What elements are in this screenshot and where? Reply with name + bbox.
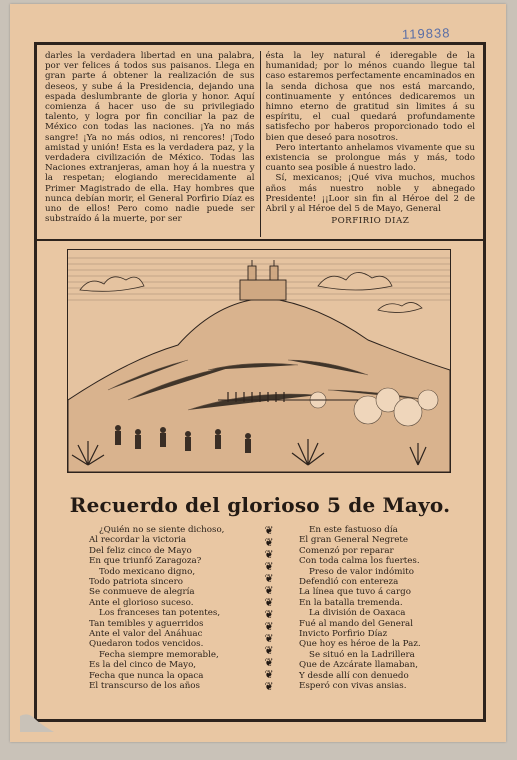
- verse-line: Tan temibles y aguerridos: [89, 618, 204, 629]
- verse-line: En que triunfó Zaragoza?: [89, 556, 202, 567]
- battle-scene-illustration: [68, 250, 450, 472]
- verse-line: Ante el valor del Anáhuac: [89, 629, 203, 640]
- top-text-columns: [45, 51, 475, 237]
- verse-line: Con toda calma los fuertes.: [299, 556, 420, 567]
- verse-line: Quedaron todos vencidos.: [89, 639, 204, 650]
- ornamental-divider: ❦ ❦ ❦ ❦ ❦ ❦ ❦ ❦ ❦ ❦ ❦ ❦ ❦ ❦: [264, 524, 274, 693]
- verse-line: En este fastuoso día: [309, 525, 398, 535]
- verse-section: [89, 525, 449, 707]
- right-paragraph-2: Pero intertanto anhelamos vivamente que su existencia se prolongue más y más, todo cuanto sea posible á nuestro lado.: [265, 142, 475, 174]
- verse-line: Que hoy es héroe de la Paz.: [299, 639, 421, 650]
- verse-line: Fecha siempre memorable,: [99, 649, 219, 660]
- verse-line: La línea que tuvo á cargo: [299, 587, 411, 598]
- left-text-column: [45, 51, 255, 237]
- right-text-column: [266, 51, 476, 237]
- verse-line: La división de Oaxaca: [309, 608, 406, 619]
- verse-line: Se conmueve de alegría: [89, 587, 195, 598]
- verse-line: En la batalla tremenda.: [299, 597, 403, 608]
- verse-line: Fué al mando del General: [299, 618, 413, 629]
- verse-line: Defendió con entereza: [299, 577, 399, 588]
- verse-line: Invicto Porfirio Díaz: [299, 629, 388, 640]
- verse-line: El transcurso de los años: [89, 681, 200, 692]
- broadside-sheet: [10, 4, 506, 742]
- horizontal-rule: [37, 239, 483, 241]
- page-border: [34, 42, 486, 722]
- verse-line: El gran General Negrete: [299, 535, 409, 546]
- verse-line: Es la del cinco de Mayo,: [89, 660, 197, 671]
- verse-line: Comenzó por reparar: [299, 545, 394, 556]
- catalog-number: 119838: [401, 25, 451, 42]
- verse-line: Fecha que nunca la opaca: [89, 670, 204, 681]
- signature: PORFIRIO DIAZ: [331, 216, 410, 227]
- verse-line: Los franceses tan potentes,: [99, 608, 221, 619]
- verse-line: Al recordar la victoria: [89, 535, 187, 546]
- torn-corner: [20, 710, 54, 732]
- poem-title: Recuerdo del glorioso 5 de Mayo.: [69, 493, 451, 517]
- battle-engraving: [67, 249, 451, 473]
- verse-line: Preso de valor indómito: [309, 566, 414, 577]
- verse-line: Se situó en la Ladrillera: [309, 649, 415, 660]
- verse-line: Que de Azcárate llamaban,: [299, 660, 418, 671]
- verse-line: Del feliz cinco de Mayo: [89, 545, 192, 556]
- verse-line: Y desde allí con denuedo: [299, 670, 409, 681]
- verse-line: Ante el glorioso suceso.: [89, 597, 194, 608]
- verse-line: Esperó con vivas ansias.: [299, 681, 407, 692]
- left-paragraph: darles la verdadera libertad en una palabra, por ver felices á todos sus paisanos. Llega en gran parte á obtener la realización de sus deseos, y sube á la Presidencia, dejando una espada deslumbrante de gloria y honor. Aquí comienza á hacer uso de su privilegiado talento, y logra por fin conciliar la paz de México con todas las naciones. ¡Ya no más sangre! ¡Ya no más odios, ni rencores! ¡Todo amistad y unión! Esta es la verdadera paz, y la verdadera civilización de México. Todas las Naciones extranjeras, aman hoy á la nuestra y la respetan; elogiando merecidamente al Primer Magistrado de ella. Hay hombres que nunca debían morir, el General Porfirio Díaz es uno de ellos! Pero como nadie puede ser substraído á la muerte, por ser: [45, 51, 255, 225]
- column-divider: [260, 51, 261, 237]
- verse-line: Todo mexicano digno,: [99, 566, 196, 577]
- verse-line: Todo patriota sincero: [89, 577, 183, 588]
- verse-column-left: [89, 525, 239, 707]
- verse-column-right: [299, 525, 449, 707]
- right-paragraph-1: ésta la ley natural é ideregable de la humanidad; por lo ménos cuando llegue tal caso estaremos perfectamente encaminados en la senda dichosa que nos está marcando, continuamente y entónces dedicaremos un himno eterno de gratitud sin limites á su espíritu, el cual quedará profundamente satisfecho por haberos proporcionado todo el bien que deseó para nosotros.: [265, 51, 475, 143]
- verse-line: ¿Quién no se siente dichoso,: [99, 525, 225, 535]
- right-paragraph-3: Sí, mexicanos; ¡Qué viva muchos, muchos años más nuestro noble y abnegado Presidente! ¡¡Loor sin fin al Héroe del 2 de Abril y al Héroe del 5 de Mayo, General: [265, 173, 475, 215]
